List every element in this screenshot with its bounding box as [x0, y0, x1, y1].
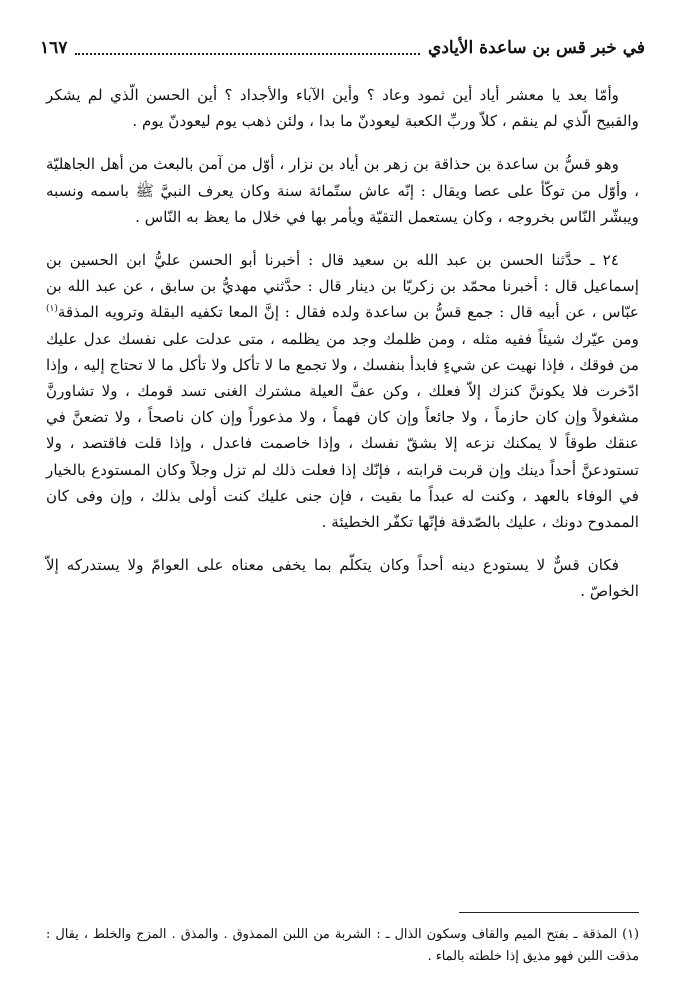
- paragraph-1: وأمّا بعد يا معشر أياد أين ثمود وعاد ؟ وأين الآباء والأجداد ؟ أين الحسن الّذي لم يشكر والقبيح الّذي لم ينقم ، كلاّ وربِّ الكعبة ليعودنّ ما بدا ، ولئن ذهب يوم ليعودنّ يوم .: [46, 86, 639, 131]
- header-title: في خبر قس بن ساعدة الأيادي: [428, 38, 645, 58]
- footnote-separator: [459, 912, 639, 913]
- footnote-marker[interactable]: (١): [46, 304, 58, 315]
- hadith-text-after-note: ومن عيّرك شيئاً ففيه مثله ، ومن ظلمك وجد من يظلمه ، متى عدلت على نفسك عدل عليك من فوقك ، فإذا نهيت عن شيءٍ فابدأ بنفسك ، ولا تجمع ما لا تأكل ولا تأكل ما لا تحتاج إليه ، وإذا ادّخرت فلا يكوننَّ كنزك إلاّ فعلك ، وكن عفَّ العيلة مشترك الغنى تسد قومك ، ولا تشاورنَّ مشغولاً وإن كان حازماً ، ولا جائعاً وإن كان فهماً ، ولا مذعوراً وإن كان ناصحاً ، ولا تضعنَّ في عنقك طوقاً لا يمكنك نزعه إلا بشقّ نفسك ، وإذا خاصمت فاعدل ، وإذا قلت فاقتصد ، ولا تستودعنَّ أحداً دينك وإن قربت قرابته ، فإنّك إذا فعلت ذلك لم تزل وجلاً: [46, 329, 639, 479]
- header-dot-leader: [75, 41, 420, 55]
- main-text: [46, 82, 639, 622]
- hadith-number: ٢٤ ـ: [590, 251, 619, 270]
- hadith-text-ending: وكان المستودع بالخيار في الوفاء بالعهد ، وكنت له عبداً ما بقيت ، فإن جنى عليك كنت أولى بذلك ، وإن وفى كان الممدوح دونك ، عليك بالصّدقة فإنّها تكفّر الخطيئة .: [46, 460, 639, 532]
- paragraph-closing: فكان قسٌّ لا يستودع دينه أحداً وكان يتكلّم بما يخفى معناه على العوامّ ولا يستدركه إلاّ الخواصّ .: [46, 556, 639, 601]
- page-number: ١٦٧: [40, 38, 68, 58]
- paragraph-2: وهو قسُّ بن ساعدة بن حذاقة بن زهر بن أياد بن نزار ، أوّل من آمن بالبعث من أهل الجاهليّة ، وأوّل من توكّأ على عصا ويقال : إنّه عاش ستّمائة سنة وكان يعرف النبيَّ ﷺ باسمه ونسبه ويبشّر النّاس بخروجه ، وكان يستعمل التقيّة ويأمر بها في خلال ما يعظ به النّاس .: [46, 155, 639, 226]
- footnote: (١) المذقة ـ بفتح الميم والقاف وسكون الذال ـ : الشربة من اللبن الممذوق . والمذق . المزج والخلط ، يقال : مذقت اللبن فهو مذيق إذا خلطته بالماء .: [46, 927, 639, 964]
- hadith-paragraph: [46, 247, 639, 535]
- running-header: [40, 34, 645, 62]
- hadith-text-before-note: حدَّثنا الحسن بن عبد الله بن سعيد قال : أخبرنا أبو الحسن عليُّ ابن الحسين بن إسماعيل قال : أخبرنا محمّد بن زكريّا بن دينار قال : حدَّثني مهديُّ بن سابق ، عن عبد الله بن عبّاس ، عن أبيه قال : جمع قسُّ بن ساعدة ولده فقال : إنَّ المعا تكفيه البقلة وترويه المذقة: [46, 251, 639, 322]
